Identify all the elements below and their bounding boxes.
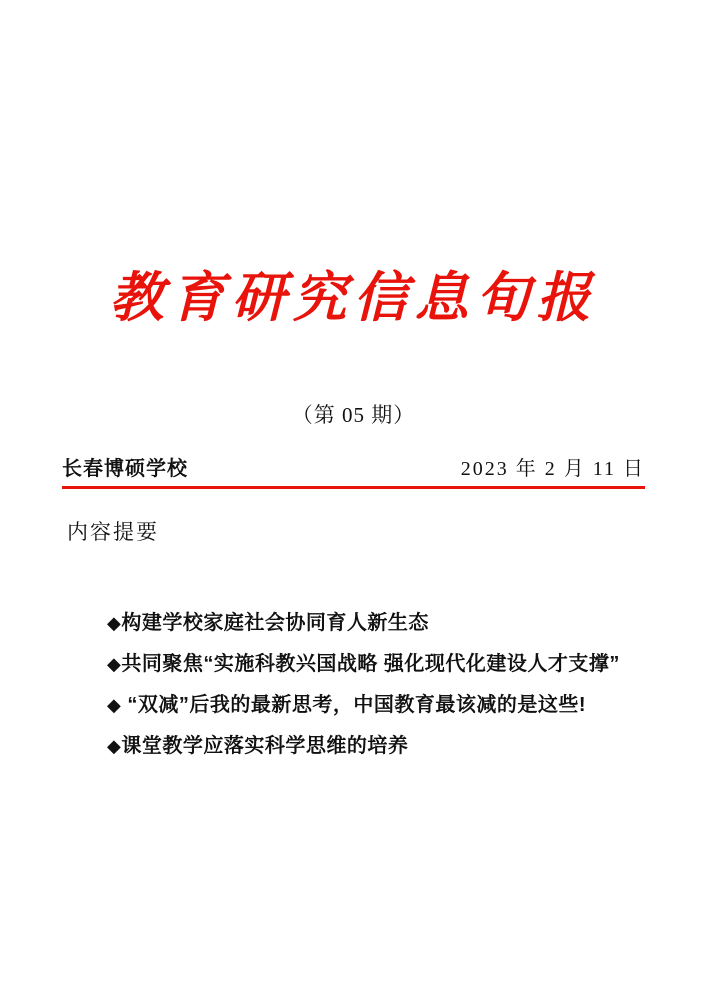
list-item	[107, 726, 645, 767]
list-item	[107, 603, 645, 644]
masthead-info-row	[62, 456, 645, 482]
summary-heading: 内容提要	[67, 520, 159, 544]
list-item	[107, 644, 645, 685]
highlights-list	[62, 603, 645, 767]
diamond-bullet-icon: ◆	[107, 695, 122, 716]
issue-number: （第 05 期）	[291, 403, 416, 427]
list-item	[107, 685, 645, 726]
diamond-bullet-icon: ◆	[107, 736, 122, 757]
highlight-text: “双减”后我的最新思考，中国教育最该减的是这些!	[121, 694, 587, 716]
red-divider-rule	[62, 486, 645, 489]
document-title: 教育研究信息旬报	[109, 265, 598, 329]
diamond-bullet-icon: ◆	[107, 613, 122, 634]
issue-date: 2023 年 2 月 11 日	[460, 458, 645, 480]
highlight-text: 课堂教学应落实科学思维的培养	[121, 735, 409, 757]
highlight-text: 共同聚焦“实施科教兴国战略 强化现代化建设人才支撑”	[121, 653, 620, 675]
highlight-text: 构建学校家庭社会协同育人新生态	[121, 612, 429, 634]
diamond-bullet-icon: ◆	[107, 654, 122, 675]
organization-name: 长春博硕学校	[62, 458, 188, 480]
